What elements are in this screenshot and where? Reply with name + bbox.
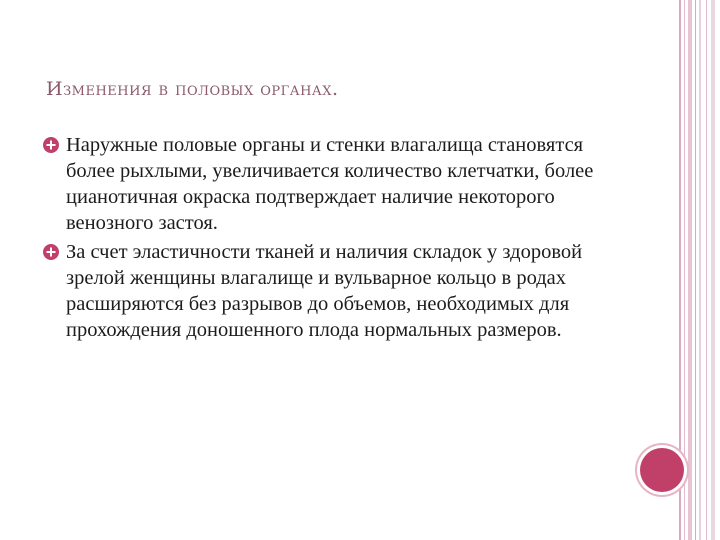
decorative-stripe	[684, 0, 685, 540]
bullet-text: Наружные половые органы и стенки влагалища становятся более рыхлыми, увеличивается количество клетчатки, более цианотичная окраска подтверждает наличие некоторого венозного застоя.	[66, 134, 594, 234]
list-item	[46, 132, 631, 236]
decorative-stripe	[699, 0, 701, 540]
circle-plus-icon	[43, 137, 59, 153]
circle-plus-icon	[43, 244, 59, 260]
decorative-circle	[640, 448, 684, 492]
decorative-stripe	[695, 0, 696, 540]
decorative-stripe	[706, 0, 707, 540]
bullet-text: За счет эластичности тканей и наличия складок у здоровой зрелой женщины влагалище и вульварное кольцо в родах расширяются без разрывов до объемов, необходимых для прохождения доношенного плода нормальных размеров.	[66, 241, 583, 341]
bullet-list	[46, 132, 631, 346]
decorative-stripe	[688, 0, 692, 540]
decorative-stripe	[711, 0, 715, 540]
slide-title: Изменения в половых органах.	[46, 78, 339, 100]
list-item	[46, 239, 631, 343]
